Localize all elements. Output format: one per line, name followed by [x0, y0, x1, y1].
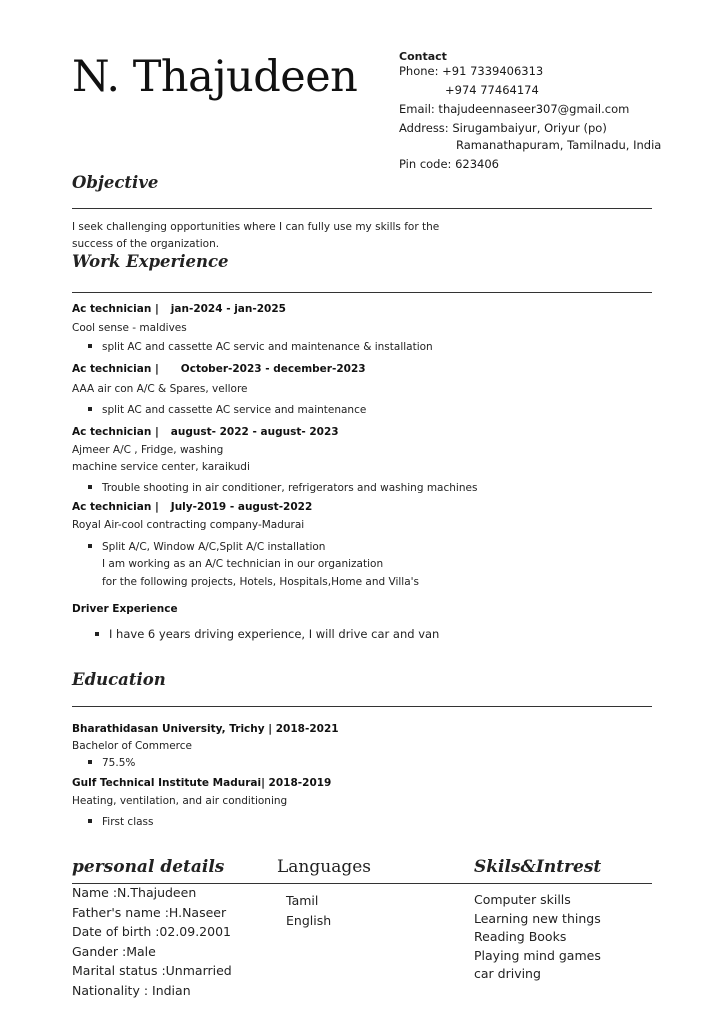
- skill-item: Reading Books: [474, 929, 567, 944]
- personal-line: Father's name :H.Naseer: [72, 904, 227, 920]
- job-3-bullet-text: Trouble shooting in air conditioner, refrigerators and washing machines: [102, 482, 478, 494]
- job-1-bullet: [88, 341, 433, 353]
- job-3-dates: august- 2022 - august- 2023: [170, 426, 339, 438]
- contact-block: [399, 47, 661, 174]
- personal-line: Nationality : Indian: [72, 982, 191, 998]
- bullet-icon: [88, 760, 92, 764]
- driver-title: Driver Experience: [72, 603, 178, 615]
- job-1-dates: jan-2024 - jan-2025: [170, 303, 286, 315]
- work-divider: [72, 292, 652, 293]
- job-4-header: [72, 501, 312, 513]
- work-title: Work Experience: [72, 252, 229, 271]
- skill-item: Playing mind games: [474, 947, 601, 963]
- contact-phone-2: +974 77464174: [445, 83, 539, 97]
- job-2-header: [72, 363, 366, 375]
- job-2-bullet-text: split AC and cassette AC service and maintenance: [102, 404, 367, 416]
- contact-heading: Contact: [399, 50, 447, 63]
- job-1-role: Ac technician |: [72, 303, 159, 315]
- skills-list: [474, 891, 601, 984]
- job-1-header: [72, 303, 286, 315]
- contact-email: Email: thajudeennaseer307@gmail.com: [399, 102, 630, 116]
- bullet-icon: [88, 485, 92, 489]
- job-1-company: Cool sense - maldives: [72, 322, 187, 334]
- personal-line: Marital status :Unmarried: [72, 963, 232, 978]
- job-4-role: Ac technician |: [72, 501, 159, 513]
- job-3-company-2: machine service center, karaikudi: [72, 461, 250, 473]
- personal-line: Name :N.Thajudeen: [72, 885, 197, 900]
- edu-1-degree: Bachelor of Commerce: [72, 740, 192, 752]
- job-2-company: AAA air con A/C & Spares, vellore: [72, 383, 248, 395]
- driver-bullet-text: I have 6 years driving experience, I will drive car and van: [109, 627, 440, 641]
- skills-title: Skils&Intrest: [474, 857, 602, 877]
- objective-title: Objective: [72, 173, 159, 192]
- languages-title: Languages: [277, 857, 372, 877]
- edu-1-bullet: [88, 757, 135, 769]
- edu-2-degree: Heating, ventilation, and air conditioning: [72, 795, 288, 807]
- education-title: Education: [72, 670, 166, 689]
- edu-1-school: Bharathidasan University, Trichy | 2018-2021: [72, 723, 339, 735]
- job-3-company: Ajmeer A/C , Fridge, washing: [72, 444, 224, 456]
- bullet-icon: [88, 819, 92, 823]
- job-3-bullet: [88, 482, 477, 494]
- edu-2-bullet: [88, 816, 154, 828]
- job-4-bullet-line-2: I am working as an A/C technician in our organization: [102, 558, 384, 570]
- skill-item: car driving: [474, 966, 541, 981]
- objective-line-2: success of the organization.: [72, 238, 220, 250]
- driver-bullet: [95, 627, 439, 641]
- job-2-bullet: [88, 404, 366, 416]
- contact-address-1: Address: Sirugambaiyur, Oriyur (po): [399, 121, 607, 135]
- language-item: English: [286, 913, 332, 928]
- personal-title: personal details: [72, 857, 225, 877]
- education-divider: [72, 706, 652, 707]
- job-4-bullet-line-3: for the following projects, Hotels, Hospitals,Home and Villa's: [102, 576, 420, 588]
- skill-item: Computer skills: [474, 892, 571, 907]
- job-2-role: Ac technician |: [72, 363, 159, 375]
- edu-1-bullet-text: 75.5%: [102, 757, 136, 769]
- bullet-icon: [95, 632, 99, 636]
- personal-line: Gander :Male: [72, 943, 156, 959]
- job-2-dates: October-2023 - december-2023: [180, 363, 366, 375]
- personal-details-list: [72, 883, 232, 1000]
- job-3-role: Ac technician |: [72, 426, 159, 438]
- job-3-header: [72, 426, 339, 438]
- job-4-bullet-text: Split A/C, Window A/C,Split A/C installation: [102, 541, 326, 553]
- contact-phone-1: Phone: +91 7339406313: [399, 64, 544, 78]
- candidate-name: N. Thajudeen: [72, 52, 358, 102]
- objective-divider: [72, 208, 652, 209]
- edu-2-bullet-text: First class: [102, 816, 154, 828]
- objective-line-1: I seek challenging opportunities where I can fully use my skills for the: [72, 221, 440, 233]
- contact-pincode: Pin code: 623406: [399, 157, 499, 171]
- job-1-bullet-text: split AC and cassette AC servic and maintenance & installation: [102, 341, 433, 353]
- personal-line: Date of birth :02.09.2001: [72, 924, 231, 939]
- bullet-icon: [88, 344, 92, 348]
- languages-list: [286, 891, 331, 931]
- edu-2-school: Gulf Technical Institute Madurai| 2018-2019: [72, 777, 332, 789]
- bullet-icon: [88, 407, 92, 411]
- bullet-icon: [88, 544, 92, 548]
- job-4-dates: July-2019 - august-2022: [170, 501, 313, 513]
- language-item: Tamil: [286, 893, 319, 908]
- contact-address-2: Ramanathapuram, Tamilnadu, India: [456, 138, 662, 152]
- job-4-company: Royal Air-cool contracting company-Madurai: [72, 519, 305, 531]
- skill-item: Learning new things: [474, 910, 601, 926]
- job-4-bullet: [88, 541, 325, 553]
